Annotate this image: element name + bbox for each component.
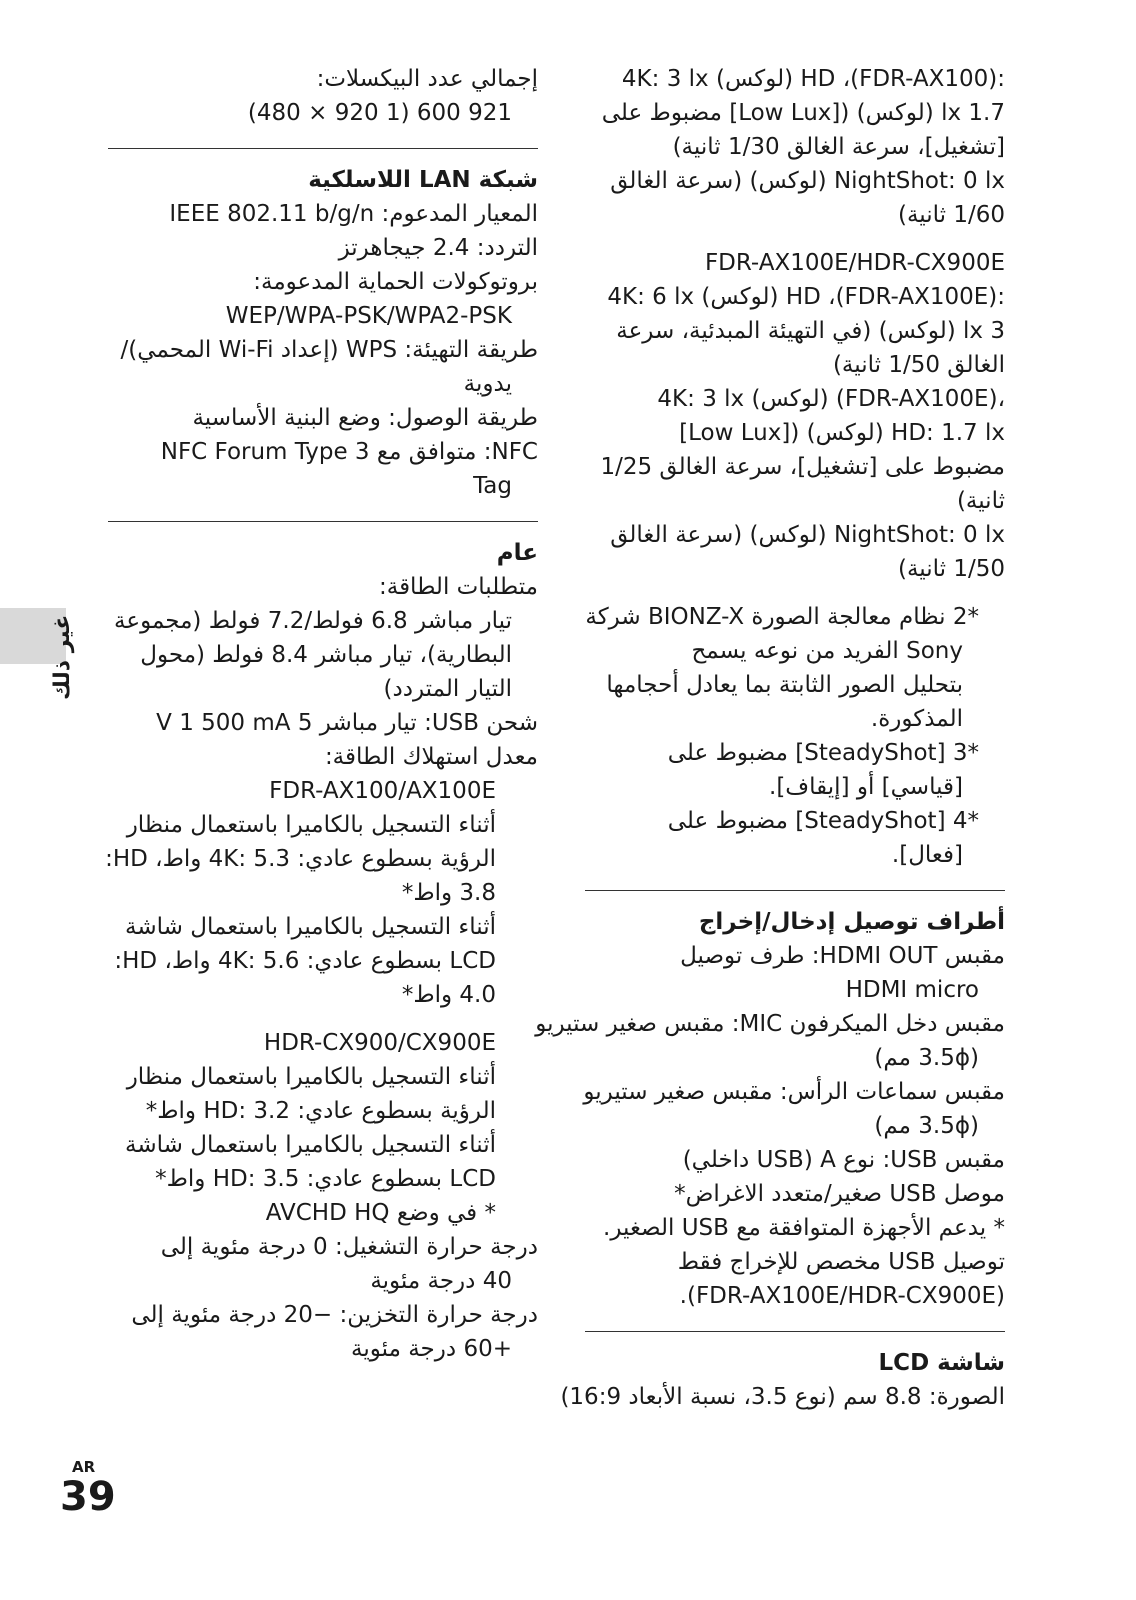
spec-line: شحن USB: تيار مباشر 5 V 1 500 mA [156, 710, 538, 736]
spec-line: البطارية)، تيار مباشر 8.4 فولط (محول [140, 642, 512, 668]
spec-line: LCD بسطوع عادي: HD: 3.5 واط* [155, 1166, 496, 1192]
spec-line: WEP/WPA-PSK/WPA2-PSK [225, 303, 512, 329]
language-tag: AR [72, 1458, 96, 1476]
spec-line: :HD ،(FDR-AX100E) (لوكس) 4K: 6 lx [607, 284, 1005, 310]
spec-line: أثناء التسجيل بالكاميرا باستعمال شاشة [125, 1132, 496, 1158]
spec-line: أثناء التسجيل بالكاميرا باستعمال منظار [126, 1064, 496, 1090]
model-label: HDR-CX900/CX900E [263, 1030, 496, 1056]
spec-line: (3.5ϕ مم) [874, 1045, 979, 1071]
spec-line: تيار مباشر 6.8 فولط/7.2 فولط (مجموعة [114, 608, 512, 634]
model-label: FDR-AX100/AX100E [269, 778, 496, 804]
spec-line: الرؤية بسطوع عادي: 4K: 5.3 واط، HD: [105, 846, 496, 872]
spec-line: أثناء التسجيل بالكاميرا باستعمال منظار [126, 812, 496, 838]
spec-line: +60 درجة مئوية [351, 1336, 512, 1362]
spec-line: يدوية [463, 371, 512, 397]
footnote-line: Sony الفريد من نوعه يسمح [691, 638, 963, 664]
spec-line: (3.5ϕ مم) [874, 1113, 979, 1139]
divider [585, 1331, 1005, 1332]
page-number: 39 [60, 1474, 116, 1520]
spec-line: Tag [473, 473, 512, 499]
footnote-line: [قياسي] أو [إيقاف]. [769, 774, 963, 800]
spec-line: 3 lx (لوكس) (في التهيئة المبدئية، سرعة [616, 318, 1005, 344]
spec-line: المعيار المدعوم: IEEE 802.11 b/g/n [169, 201, 538, 227]
spec-line: 3.8 واط* [401, 880, 496, 906]
spec-line: (FDR-AX100E/HDR-CX900E). [679, 1283, 1005, 1309]
spec-line: معدل استهلاك الطاقة: [324, 744, 538, 770]
footnote-line: *4 [SteadyShot] مضبوط على [667, 808, 979, 834]
spec-line: :HD ،(FDR-AX100) (لوكس) 4K: 3 lx [621, 66, 1005, 92]
spec-line: NFC: متوافق مع NFC Forum Type 3 [160, 439, 538, 465]
footnote-line: *3 [SteadyShot] مضبوط على [667, 740, 979, 766]
spec-line: ،(FDR-AX100E) (لوكس) 4K: 3 lx [657, 386, 1005, 412]
spec-line: NightShot: 0 lx (لوكس) (سرعة الغالق [610, 168, 1005, 194]
spec-line: الغالق 1/50 ثانية) [832, 352, 1005, 378]
spec-line: موصل USB صغير/متعدد الاغراض* [674, 1181, 1005, 1207]
spec-line: 921 600 (1 920 × 480) [247, 100, 512, 126]
spec-line: مقبس سماعات الرأس: مقبس صغير ستيريو [583, 1079, 1005, 1105]
spec-line: * في وضع AVCHD HQ [265, 1200, 496, 1226]
spec-line: التردد: 2.4 جيجاهرتز [338, 235, 538, 261]
footnote-line: المذكورة. [870, 706, 963, 732]
divider [585, 890, 1005, 891]
spec-line: مقبس HDMI OUT: طرف توصيل [680, 943, 1005, 969]
divider [108, 148, 538, 149]
spec-line: HDMI micro [845, 977, 979, 1003]
spec-line: LCD بسطوع عادي: 4K: 5.6 واط، HD: [114, 948, 496, 974]
spec-line: مقبس USB: نوع A (USB داخلي) [682, 1147, 1005, 1173]
spec-line: * يدعم الأجهزة المتوافقة مع USB الصغير. [603, 1215, 1005, 1241]
spec-line: متطلبات الطاقة: [378, 574, 538, 600]
section-heading-general: عام [496, 540, 538, 566]
spec-line: NightShot: 0 lx (لوكس) (سرعة الغالق [610, 522, 1005, 548]
section-heading-lcd: شاشة LCD [878, 1350, 1005, 1376]
right-column [535, 62, 1005, 1414]
left-column [105, 62, 538, 1366]
spec-line: 40 درجة مئوية [370, 1268, 512, 1294]
spec-line: طريقة التهيئة: WPS (إعداد Wi-Fi المحمي)/ [120, 337, 538, 363]
low-light-section [585, 62, 1005, 586]
spec-line: الرؤية بسطوع عادي: HD: 3.2 واط* [145, 1098, 496, 1124]
spec-line: درجة حرارة التخزين: −20 درجة مئوية إلى [131, 1302, 538, 1328]
spec-line: 4.0 واط* [401, 982, 496, 1008]
spec-line: التيار المتردد) [383, 676, 512, 702]
spec-line: 1/60 ثانية) [897, 202, 1005, 228]
footnote-line: [فعال]. [891, 842, 963, 868]
spec-line: HD: 1.7 lx (لوكس) ([Low Lux] [679, 420, 1005, 446]
spec-line: ثانية) [956, 488, 1005, 514]
spec-line: طريقة الوصول: وضع البنية الأساسية [192, 405, 538, 431]
spec-line: توصيل USB مخصص للإخراج فقط [677, 1249, 1005, 1275]
spec-line: 1.7 lx (لوكس) ([Low Lux] مضبوط على [601, 100, 1005, 126]
footnotes [585, 600, 1005, 872]
spec-line: 1/50 ثانية) [897, 556, 1005, 582]
spec-line: مقبس دخل الميكرفون MIC: مقبس صغير ستيريو [535, 1011, 1005, 1037]
spec-line: إجمالي عدد البيكسلات: [316, 66, 538, 92]
sidebar-label: غير ذلك [50, 614, 75, 700]
model-label: FDR-AX100E/HDR-CX900E [704, 250, 1005, 276]
divider [108, 521, 538, 522]
spec-line: [تشغيل]، سرعة الغالق 1/30 ثانية) [672, 134, 1005, 160]
spec-line: درجة حرارة التشغيل: 0 درجة مئوية إلى [160, 1234, 538, 1260]
spec-line: مضبوط على [تشغيل]، سرعة الغالق 1/25 [600, 454, 1005, 480]
spec-line: أثناء التسجيل بالكاميرا باستعمال شاشة [125, 914, 496, 940]
footnote-line: *2 نظام معالجة الصورة BIONZ-X شركة [585, 604, 979, 630]
spec-line: بروتوكولات الحماية المدعومة: [253, 269, 538, 295]
section-heading-lan: شبكة LAN اللاسلكية [308, 167, 538, 193]
section-heading-io: أطراف توصيل إدخال/إخراج [698, 909, 1005, 935]
footnote-line: بتحليل الصور الثابتة بما يعادل أحجامها [606, 672, 963, 698]
spec-line: الصورة: 8.8 سم (نوع 3.5، نسبة الأبعاد 16:9) [560, 1384, 1005, 1410]
